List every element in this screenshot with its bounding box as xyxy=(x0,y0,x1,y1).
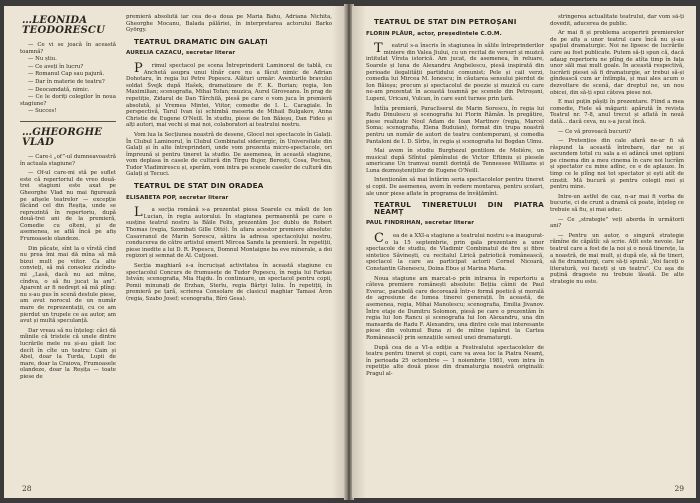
paragraph: Mai avem în studiu Burghezul gentilom de Molière, un musical după Sfîntul pămînului de Victor Eftimiu și piesele americane Un tramvai numit dorință de Tennessee Williams și Luna dezmoștenițiilor de Eugene O'Neill. xyxy=(366,148,544,174)
left-column-interviews xyxy=(20,14,116,482)
leonida-qa xyxy=(20,42,116,115)
paragraph: — Ce „strategie” veți aborda în următorii ani? xyxy=(550,216,684,230)
paragraph: — Care-i „of”-ul dumneavoastră în actuala stagiune? xyxy=(20,153,116,167)
galati-paragraphs xyxy=(126,60,332,178)
interview-line: — Ce aveți în lucru? xyxy=(28,63,84,70)
left-column-articles xyxy=(126,14,332,482)
interview-line: — Ce le doriți colegilor în noua stagiune? xyxy=(20,94,116,107)
right-column-paragraphs xyxy=(550,14,684,286)
page-number-left: 28 xyxy=(22,484,32,493)
gutter-shadow-right xyxy=(352,6,366,498)
piatra-paragraphs xyxy=(366,233,544,377)
piatra-byline: PAUL FINDRIHAN, secretar literar xyxy=(366,220,475,227)
paragraph: După cea de a VI-a ediție a Festivalului spectacolelor de teatru pentru tineret și copii, care va avea loc la Piatra Neamț, în perioada 25 octombrie — 1 noiembrie 1981, vom intra în repetiție alte două piese din dramaturgia noastră originală: Pragul al- xyxy=(366,344,544,377)
paragraph: Vom lua la Secțiunea noastră de desene, Glocel noi spectacole în Galați. În Clubul Laminorul, în Clubul Combinatul siderurgic, în Universitate din Galați și în alte întreprinderi, unde vom prezenta micro-spectacole, ori împreună și pentru tineret la studio. De asemenea, în această stagiune, vom deplasa în casele de cultură din Tîrgu Bujor, Berești, Cosa, Pechea, Tudor Vladimirescu și, sperăm, vom intra pe scenele caselor de cultură din Galați și Tecuci. xyxy=(126,131,332,178)
gheorghe-name: …GHEORGHE VLAD xyxy=(22,126,103,148)
interview-line: — Succes! xyxy=(28,108,57,115)
paragraph: — Pretențios din cale afară ne-ar fi să răspund la această întrebare, dar ne și ascundem totul cu sala a ei adâncă unei opțiuni pe cinema din a meu cinema în care noi lucrăm și spectator cu mine adînc, ce e de aplauze. În timp ce le plîng noi tot spectator și ești atît de cinstit. Mă bucură și pentru colegii mei și pentru mine. xyxy=(550,138,684,191)
paragraph: — Of-ul care-mi stă pe suflet este că repertoriul de vreo două-trei stagiuni este axat pe Gheorghe Vlad nu mai figurează pe afișele teatrelor — excepție făcând cel din Reșița, unde se reprezintă în repertoriu, după două-trei ani de la premieră, Comedie cu olteni, și de asemenea, se află încă pe afiș Frumoasele olandeze. xyxy=(20,170,116,243)
right-column-interview xyxy=(550,14,684,482)
paragraph: Secția maghiară s-a încrucișat activitatea în această stagiune cu spectacolul Concurs de frumusețe de Tudor Popescu, în regia lui Farkas István; scenografia, Mia Hajdu. În continuare, un spectacol pentru copii, Pomii minunați de Erzhan, Sterlu, regia Bărtyi Iuliu. În repetiții, în premieră pe țară, scrierea Consolare de clasicul maghiar Tamasi Áron (regia, Szabo Josef; scenografia, Bíró Gesa). xyxy=(126,263,332,302)
gheorghe-paragraphs xyxy=(20,154,116,381)
paragraph: Intre-un astfel de caz, n-ar mai fi vorba de bucurie, ci de crunt a dramă că poate, înțeleg ce trebuie să fiu, și mai aduc. xyxy=(550,193,684,214)
oradea-title: TEATRUL DE STAT DIN ORADEA xyxy=(134,181,264,191)
paragraph: Din păcate, sînt la o vîrstă cînd nu prea îmi mai dă mîna să mă bizui mult pe viitor. Ca alte convieți, să mă consolez zicîndu-mi „Lasă, dacă nu azi mîine, cîndva, o să fiu jucat la ani”. Aparent ar fi nedrept să mă plîng: nu s-au pus în scenă destule piese, am avut norocul de un număr mare de reprezentații, cu ce am pierdut un trupele ce au autor, am avut și multă speculanță. xyxy=(20,245,116,325)
right-column-articles xyxy=(366,14,544,482)
interview-line: — Romanul Cap sau pajură. xyxy=(28,71,105,78)
divider xyxy=(20,121,116,122)
galati-byline: AURELIA CAZACU, secretar literar xyxy=(126,50,236,57)
paragraph: Ar mai fi și problema acoperirii premierelor de pe afiș a unor teatrul care încă nu și-au spațiul dramaturgic. Noi ne lipsesc de lucrările care au fost publicate. Putem să-ți spun că, dacă adaug repertoriu ne plîng de atîta timp în fața unor săli mai mult goale. În această respectivă, lucrării piesei să fi dramaturgie, ar trebui să-și gîndească cum ar întîmpla, și mai ales acum o dezvoltare de scenă, dar dreptul ne, un nou obicei, din să-ți spui câteva piese noi. xyxy=(550,30,684,96)
petrosani-paragraphs xyxy=(366,43,544,197)
oradea-byline: ELISABETA POP, secretar literar xyxy=(126,194,229,201)
petrosani-byline: FLORIN PLĂUR, actor, președintele C.O.M. xyxy=(366,30,502,37)
interview-line: — Dar în materie de teatru? xyxy=(28,78,105,85)
interview-line: — Ce vi se joacă în această toamnă? xyxy=(20,42,116,55)
paragraph: La secția română s-a prezentat piesa Soarele cu măsli de Ion Lucian, în regia autorului. În stagiunea permanentă pe care o susține teatrul nostru la Băile Felix, prezentăm Joc dublu de Robert Thomas (regia, Szombati Gille Ottó). În afara acestor premiere absolute: Casavranul de Marin Sorescu, sătira la adresa spectacolului nostru, conducerea de către artistul emerit Mircea Sandu la premieră. În repetiții, piese inedite a lui D. R. Popescu, Domnul Montaigne ba eve minerale, a doi regizori și semnat de Al. Cutjosei. xyxy=(126,205,332,260)
paragraph: E mai puțin pășiți în prezentare. Fiind a mea comedie, Fiele să măgarii: apărută în revista Teatrul nr. 7-8, anul trecut și aflată în nouă dată... dacă ceva, nu s-a jucat încă. xyxy=(550,99,684,125)
piatra-title: TEATRUL TINERETULUI DIN PIATRA NEAMȚ xyxy=(374,200,544,216)
paragraph: Noua stagiune am marcat-o prin intrarea în repertoriu a câteva premiere românești absolute: Bețiia câinii de Paul Everac, parabolă care decorează într-o formă poetică și morală de agresiune de lumea tinerei generații. În această, de asemenea, regia, Mihai Manolescu; scenografia, Emilia Jivanov. Între etaje de Dumitru Solomon, piesă pe care o prezentăm în regia lui Ion Rancu și scenografia lui Ion Alexandru, una din mansarda de Radu F. Alexandru, una dintre cele mai interesante piese din volumul Buna zi de mîine (apărut la Cartea Românească) prin senzațiile sensul unei dramaturgii. xyxy=(366,275,544,341)
petrosani-title: TEATRUL DE STAT DIN PETROȘANI xyxy=(374,17,517,26)
galati-title: TEATRUL DRAMATIC DIN GALAȚI xyxy=(134,36,268,46)
paragraph: strîngerea actualitate teatrului, dar vom să-ți dovedit, aducerea de public. xyxy=(550,14,684,27)
paragraph: — Ce vă provoacă bucurii? xyxy=(558,128,632,135)
interview-line: — Deocamdată, nimic. xyxy=(28,86,90,93)
leonida-name: …LEONIDA TEODORESCU xyxy=(22,15,105,36)
right-page xyxy=(352,6,696,498)
paragraph: Teatrul s-a înscris în stagiunea în sălile întreprinderilor miniere din Valea Jiului, cu un recital de versuri și muzică intitulat Vîrsta istorică. Am jucat, de asemenea, în reluare, Soarele și luna de Alexandru Anghelescu, piesă inspirată din perioade ilegalității partidului comunist; Pele și cail verzi, comedia lui Mircea M. Ionescu; în căutarea sensului pierdut de Ion Băieșu; precum și spectacolul de poezie și muzică cu care ne-am prezentat în această toamnă pe scenele din Petroșani, Lupeni, Uricani, Vulcan, în care sunt turnee prin țară. xyxy=(366,41,544,102)
paragraph: — Pentru un autor, o singură strategie rămîne de căpătîi: să scrie. Atît este nevoie. Iar teatrul care a fost de la noi și o nouă tinerețe, la a noastră, de mai mult, și după ele, să fie tineri, să fie dramaturgi, care să-ți spună: „Voi faceți o literatură, voi faceți și un teatru”. Cu așa de puțină dragoste nu trebuie lăsată. De alte strategie nu este. xyxy=(550,232,684,285)
paragraph: Intenționăm să mai întărim seria spectacolelor pentru tineret și copii. De asemenea, avem în vedere montarea, pentru școlari, ale unor piese aflate în programa de învățămînt. xyxy=(366,177,544,197)
paragraph: Întîia premieră, Paracliserul de Marin Sorescu, în regia lui Radu Dinulescu și scenografia lui Florin Rămăn. În pregătire, piese realizate Noul Adam de Ioan Martinov (regia, Marcel Soma; scenografia, Elena Buduian), format din trupa noastră pentru un număr de autori de teatru contemporani, și comedia Pantaloni de I. D. Sîrbu, în regia și scenografia lui Bogdan Ulmu. xyxy=(366,105,544,145)
paragraph: Cea de a XXI-a stagiune a teatrului nostru s-a inaugurat-o la 15 septembrie, prin gala prezentare a unor spectacole de studiu, de Vladimir Combinatul de fire și fibre sintetice Săvinești, cu recitalul Lirică patriotică românească, spectacol la care au participat actorii Cornel Nicoară, Constantin Ghenescu, Doina Ebus și Marina Maria. xyxy=(366,231,544,272)
page-number-right: 29 xyxy=(674,484,684,493)
paragraph: Dar vreau să nu înțeleg: căci dă mîinile că tristele că unele dintre lucrările mele nu și-au găsit loc decît în cîte un teatru: Cain și Abel, doar la Turda, Lupii de mare, doar la Craiova, Frumoasele olandeze, doar la Reșița — toate piese de xyxy=(20,327,116,380)
paragraph: Primul spectacol pe scena Întreprinderii Laminorul de tablă, cu Anchetă asupra unui tînăr care nu a făcut nimic de Adrian Dohotaru, în regia lui Petre Popescu. Alături urmăr: Aventurile bravului soldat Švejk după Hašek, dramatizare de F. K. Burian; regia, Ion Maximilian; scenografia, Mihai Tofan; muzica, Aurel Giroveanu. În prag de repetiție, Zidarul de Dan Tărchilă, piesă pe care o vom juca în premieră absolută, și Vremea Mintei, Viitor, comedie de I. L. Caragiale. În perspectivă, Tarul Ivan își schimbă meseria de Mihail Bulgakov, Anna Christie de Eugene O'Neill. În studiu, piese de Ion Băieșu, Dan Fideu și alți autori, mai vechi și mai noi, colaboratori ai teatrului nostru. xyxy=(126,60,332,129)
header-note: premieră absolută iar cea de-a doua pe Maria Bahu, Adriana Nichita, Gheorghe Mocanu, Balada pălăriei, în interpretarea actorului Barko György. xyxy=(126,14,332,34)
left-page xyxy=(4,6,346,498)
interview-line: — Nu știu. xyxy=(28,56,57,63)
oradea-paragraphs xyxy=(126,207,332,302)
